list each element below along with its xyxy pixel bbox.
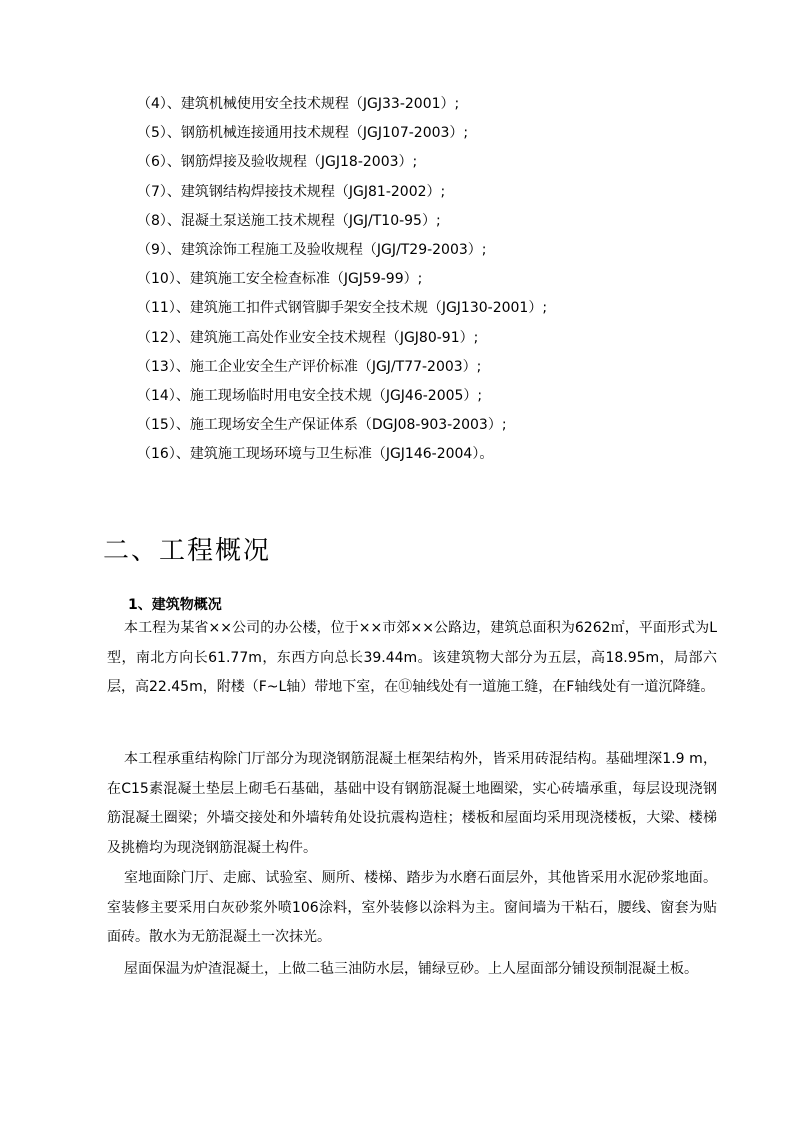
paragraph-building-overview: 本工程为某省××公司的办公楼，位于××市郊××公路边，建筑总面积为6262㎡，平面形式为L型，南北方向长61.77m，东西方向总长39.44m。该建筑物大部分为五层，高18.95m，局部六层，高22.45m，附楼（F~L轴）带地下室，在⑪轴线处有一道施工缝，在F轴线处有一道沉降缝。 (107, 620, 717, 695)
list-item: （5）、钢筋机械连接通用技术规程（JGJ107-2003）; (137, 125, 469, 142)
paragraph-finishes: 室地面除门厅、走廊、试验室、厕所、楼梯、踏步为水磨石面层外，其他皆采用水泥砂浆地面。室装修主要采用白灰砂浆外喷106涂料，室外装修以涂料为主。窗间墙为干粘石，腰线、窗套为贴面砖。散水为无筋混凝土一次抹光。 (107, 870, 717, 945)
list-item: （9）、建筑涂饰工程施工及验收规程（JGJ/T29-2003）; (137, 241, 487, 258)
section-heading: 二、工程概况 (103, 536, 272, 566)
reference-standards-list (137, 90, 547, 469)
list-item: （15）、施工现场安全生产保证体系（DGJ08-903-2003）; (137, 417, 507, 434)
list-item: （16）、建筑施工现场环境与卫生标准（JGJ146-2004）。 (137, 446, 494, 463)
paragraph-roof: 屋面保温为炉渣混凝土，上做二毡三油防水层，铺绿豆砂。上人屋面部分铺设预制混凝土板。 (124, 961, 698, 977)
list-item: （12）、建筑施工高处作业安全技术规程（JGJ80-91）; (137, 329, 479, 346)
list-item: （10）、建筑施工安全检查标准（JGJ59-99）; (137, 271, 423, 288)
list-item: （4）、建筑机械使用安全技术规程（JGJ33-2001）; (137, 96, 460, 112)
list-item: （6）、钢筋焊接及验收规程（JGJ18-2003）; (137, 154, 418, 171)
list-item: （11）、建筑施工扣件式钢管脚手架安全技术规（JGJ130-2001）; (137, 300, 548, 317)
list-item: （7）、建筑钢结构焊接技术规程（JGJ81-2002）; (137, 183, 446, 200)
list-item: （14）、施工现场临时用电安全技术规（JGJ46-2005）; (137, 387, 483, 404)
list-item: （8）、混凝土泵送施工技术规程（JGJ/T10-95）; (137, 212, 441, 229)
list-item: （13）、施工企业安全生产评价标准（JGJ/T77-2003）; (137, 358, 482, 375)
subsection-heading: 1、建筑物概况 (128, 597, 222, 613)
paragraph-structure: 本工程承重结构除门厅部分为现浇钢筋混凝土框架结构外，皆采用砖混结构。基础埋深1.9 m，在C15素混凝土垫层上砌毛石基础，基础中设有钢筋混凝土地圈梁，实心砖墙承重，每层设现浇钢筋混凝土圈梁；外墙交接处和外墙转角处设抗震构造柱；楼板和屋面均采用现浇楼板，大梁、楼梯及挑檐均为现浇钢筋混凝土构件。 (107, 751, 717, 856)
